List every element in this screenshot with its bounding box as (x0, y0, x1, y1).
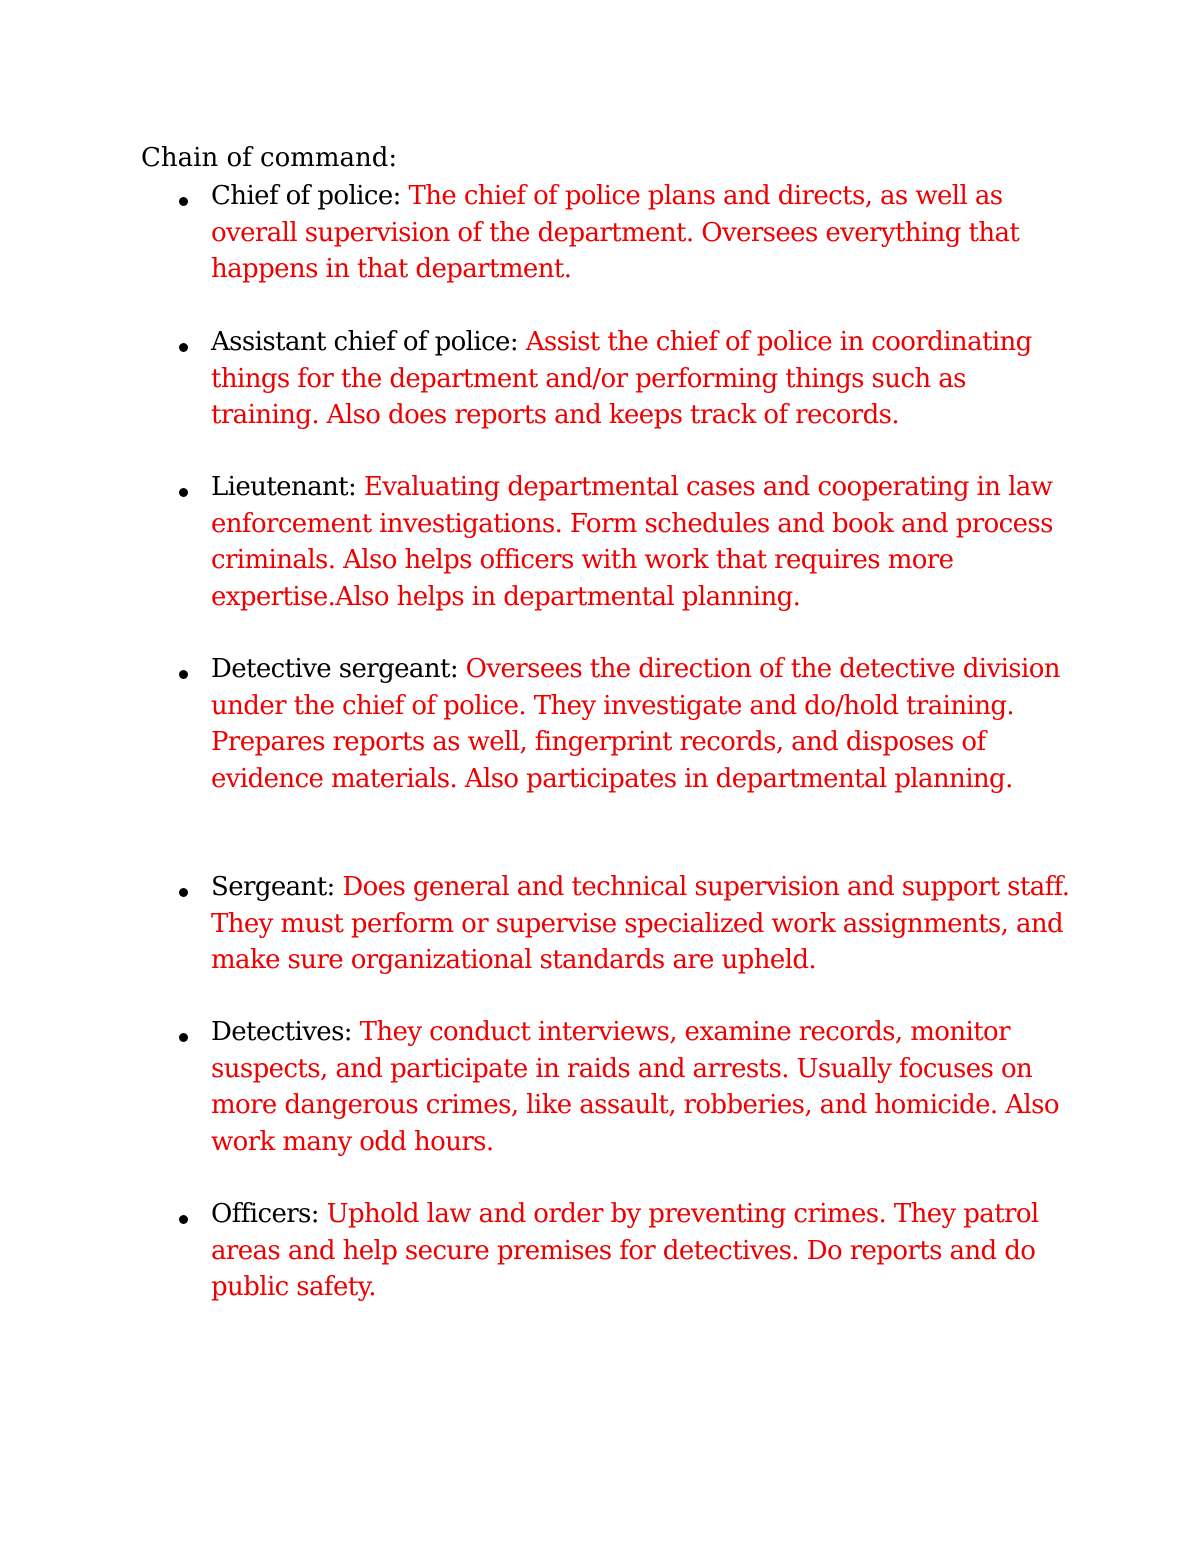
document-heading: Chain of command: (141, 143, 398, 173)
bullet-icon (179, 488, 188, 497)
bullet-icon (179, 343, 188, 352)
bullet-icon (179, 1033, 188, 1042)
rank-description: Does general and technical supervision and support staff. They must perform or supervise specialized work assignments, and make sure organizational standards are upheld. (211, 872, 1070, 975)
list-item-text (211, 178, 1081, 288)
rank-description: Evaluating departmental cases and cooperating in law enforcement investigations. Form schedules and book and process criminals. Also helps officers with work that requires more expertise.Also helps in departmental planning. (211, 472, 1053, 612)
rank-description: Uphold law and order by preventing crimes. They patrol areas and help secure premises for detectives. Do reports and do public safety. (211, 1199, 1039, 1302)
rank-term: Detective sergeant: (211, 654, 458, 684)
list-item-text (211, 469, 1081, 615)
bullet-icon (179, 197, 188, 206)
rank-term: Sergeant: (211, 872, 335, 902)
rank-description: The chief of police plans and directs, as well as overall supervision of the department. Oversees everything that happens in that department. (211, 181, 1020, 284)
rank-term: Assistant chief of police: (211, 327, 519, 357)
rank-term: Detectives: (211, 1017, 352, 1047)
list-item-text (211, 869, 1081, 979)
rank-term: Chief of police: (211, 181, 401, 211)
list-item-text (211, 1014, 1081, 1160)
list-item-text (211, 324, 1081, 434)
rank-description: Assist the chief of police in coordinating things for the department and/or performing things such as training. Also does reports and keeps track of records. (211, 327, 1032, 430)
bullet-icon (179, 1215, 188, 1224)
rank-description: Oversees the direction of the detective division under the chief of police. They investigate and do/hold training. Prepares reports as well, fingerprint records, and disposes of evidence materials. Also participates in departmental planning. (211, 654, 1060, 794)
list-item-text (211, 1196, 1081, 1306)
bullet-icon (179, 888, 188, 897)
rank-description: They conduct interviews, examine records, monitor suspects, and participate in raids and arrests. Usually focuses on more dangerous crimes, like assault, robberies, and homicide. Also work many odd hours. (211, 1017, 1059, 1157)
rank-term: Lieutenant: (211, 472, 357, 502)
bullet-icon (179, 670, 188, 679)
rank-term: Officers: (211, 1199, 319, 1229)
list-item-text (211, 651, 1081, 797)
